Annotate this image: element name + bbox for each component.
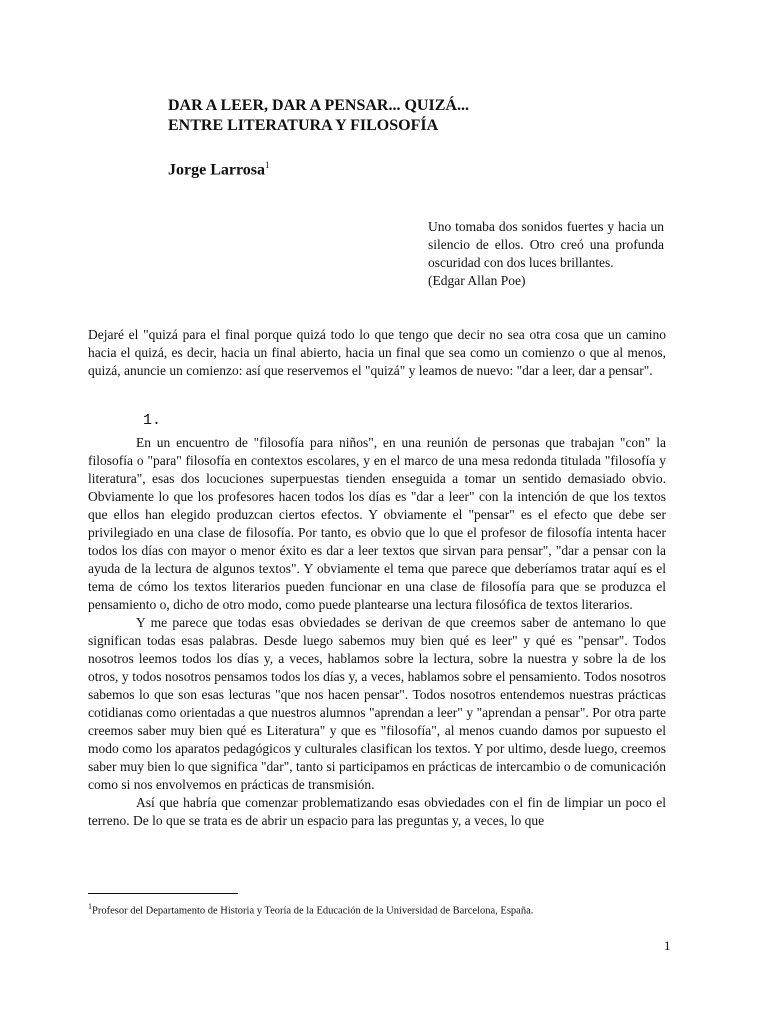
- page-number: 1: [664, 938, 671, 953]
- footnote-text: Profesor del Departamento de Historia y Teoría de la Educación de la Universidad de Barcelona, España.: [92, 905, 534, 917]
- document-title: [168, 96, 469, 136]
- section-number: 1.: [143, 412, 162, 429]
- title-line-2: ENTRE LITERATURA Y FILOSOFÍA: [168, 117, 439, 134]
- body-text: [88, 434, 666, 830]
- footnote: [88, 900, 688, 919]
- body-paragraph: En un encuentro de "filosofía para niños", en una reunión de personas que trabajan "con" la filosofía o "para" filosofía en contextos escolares, y en el marco de una mesa redonda titulada "filosofía y literatura", esas dos locuciones superpuestas tienden enseguida a tomar un sentido demasiado obvio. Obviamente lo que los profesores hacen todos los días es "dar a leer" con la intención de que los textos que ellos han elegido produzcan ciertos efectos. Y obviamente el "pensar" es el efecto que debe ser privilegiado en una clase de filosofía. Por tanto, es obvio que lo que el profesor de filosofía intenta hacer todos los días con mayor o menor éxito es dar a leer textos que sirvan para pensar", "dar a pensar con la ayuda de la lectura de algunos textos". Y obviamente el tema que parece que deberíamos tratar aquí es el tema de cómo los textos literarios pueden funcionar en una clase de filosofía para que se produzca el pensamiento o, dicho de otro modo, como puede plantearse una lectura filosófica de textos literarios.: [88, 435, 666, 612]
- epigraph: [428, 218, 664, 290]
- epigraph-author: (Edgar Allan Poe): [428, 273, 526, 288]
- author-byline: [168, 160, 270, 179]
- epigraph-text: Uno tomaba dos sonidos fuertes y hacia un silencio de ellos. Otro creó una profunda oscuridad con dos luces brillantes.: [428, 219, 664, 270]
- body-paragraph: Y me parece que todas esas obviedades se derivan de que creemos saber de antemano lo que significan todas esas palabras. Desde luego sabemos muy bien qué es leer" y qué es "pensar". Todos nosotros leemos todos los días y, a veces, hablamos sobre la lectura, sobre la nuestra y sobre la de los otros, y todos nosotros pensamos todos los días y, a veces, hablamos sobre el pensamiento. Todos nosotros sabemos lo que son esas lecturas "que nos hacen pensar". Todos nosotros entendemos nuestras prácticas cotidianas como orientadas a que nuestros alumnos "aprendan a leer" y "aprendan a pensar". Por otra parte creemos saber muy bien qué es Literatura" y que es "filosofía", al menos cuando damos por supuesto el modo como los aparatos pedagógicos y culturales clasifican los textos. Y por ultimo, desde luego, creemos saber muy bien lo que significa "dar", tanto si participamos en prácticas de intercambio o de comunicación como si nos envolvemos en prácticas de transmisión.: [88, 615, 666, 792]
- footnote-marker: 1: [88, 902, 92, 911]
- author-footnote-marker: 1: [265, 160, 270, 170]
- title-line-1: DAR A LEER, DAR A PENSAR... QUIZÁ...: [168, 97, 469, 114]
- intro-paragraph: Dejaré el "quizá para el final porque quizá todo lo que tengo que decir no sea otra cosa que un camino hacia el quizá, es decir, hacia un final abierto, hacia un final que sea como un comienzo o que al menos, quizá, anuncie un comienzo: así que reservemos el "quizá" y leamos de nuevo: "dar a leer, dar a pensar".: [88, 327, 666, 378]
- author-name: Jorge Larrosa: [168, 161, 266, 179]
- body-paragraph: Así que habría que comenzar problematizando esas obviedades con el fin de limpiar un poco el terreno. De lo que se trata es de abrir un espacio para las preguntas y, a veces, lo que: [88, 795, 666, 828]
- footnote-divider: [88, 893, 238, 894]
